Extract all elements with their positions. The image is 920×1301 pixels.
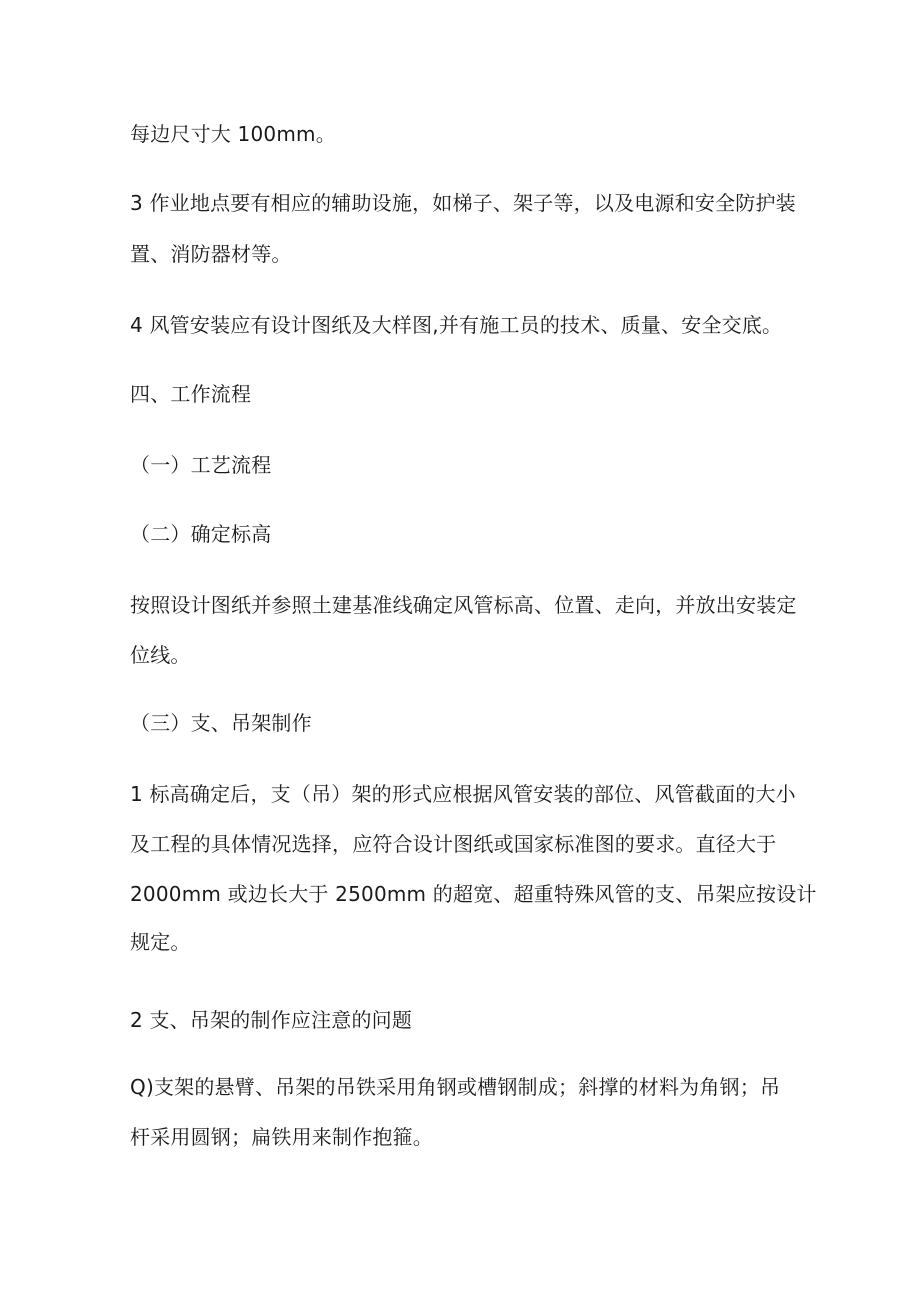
- text-line-q-part-1: Q)支架的悬臂、吊架的吊铁采用角钢或槽钢制成；斜撑的材料为角钢；吊: [130, 1075, 781, 1099]
- text-line-item-2: 2 支、吊架的制作应注意的问题: [130, 1008, 413, 1032]
- section-heading-workflow: 四、工作流程: [130, 382, 252, 406]
- text-line-item-3-part-1: 3 作业地点要有相应的辅助设施，如梯子、架子等，以及电源和安全防护装: [130, 191, 796, 215]
- text-line-size-requirement: 每边尺寸大 100mm。: [130, 122, 336, 146]
- text-line-elevation-part-2: 位线。: [130, 643, 191, 667]
- text-line-item-1-part-2: 及工程的具体情况选择，应符合设计图纸或国家标准图的要求。直径大于: [130, 832, 777, 856]
- text-line-item-1-part-3: 2000mm 或边长大于 2500mm 的超宽、超重特殊风管的支、吊架应按设计: [130, 882, 817, 906]
- text-line-elevation-part-1: 按照设计图纸并参照土建基准线确定风管标高、位置、走向，并放出安装定: [130, 593, 797, 617]
- text-line-item-1-part-1: 1 标高确定后，支（吊）架的形式应根据风管安装的部位、风管截面的大小: [130, 782, 796, 806]
- subheading-process-flow: （一）工艺流程: [130, 453, 272, 477]
- text-line-q-part-2: 杆采用圆钢；扁铁用来制作抱箍。: [130, 1125, 433, 1149]
- text-line-item-4: 4 风管安装应有设计图纸及大样图,并有施工员的技术、质量、安全交底。: [130, 313, 783, 337]
- text-line-item-1-part-4: 规定。: [130, 930, 191, 954]
- subheading-determine-elevation: （二）确定标高: [130, 522, 272, 546]
- text-line-item-3-part-2: 置、消防器材等。: [130, 242, 292, 266]
- subheading-support-hanger-fabrication: （三）支、吊架制作: [130, 711, 312, 735]
